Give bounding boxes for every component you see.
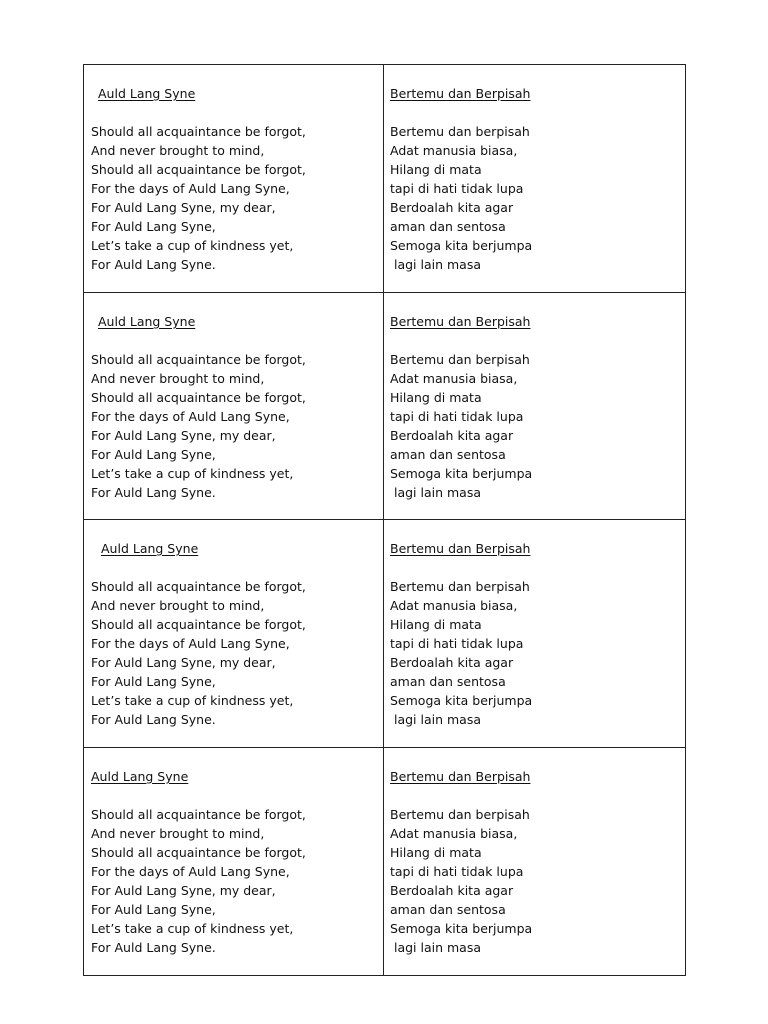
lyric-line: Berdoalah kita agar — [390, 200, 514, 215]
lyric-line: Let’s take a cup of kindness yet, — [91, 466, 294, 481]
lyric-line: Hilang di mata — [390, 845, 482, 860]
lyric-line: Bertemu dan berpisah — [390, 124, 530, 139]
lyric-line: Semoga kita berjumpa — [390, 921, 533, 936]
song-title-english: Auld Lang Syne — [91, 769, 189, 784]
lyric-line: Should all acquaintance be forgot, — [91, 845, 306, 860]
lyrics-malay — [390, 577, 681, 729]
lyric-line: For the days of Auld Lang Syne, — [91, 409, 290, 424]
lyrics-english — [91, 122, 379, 274]
lyric-line: Should all acquaintance be forgot, — [91, 617, 306, 632]
lyric-line: Semoga kita berjumpa — [390, 238, 533, 253]
lyric-line: Should all acquaintance be forgot, — [91, 807, 306, 822]
lyric-line: For the days of Auld Lang Syne, — [91, 181, 290, 196]
lyrics-malay — [390, 122, 681, 274]
song-title-malay: Bertemu dan Berpisah — [390, 541, 531, 556]
lyric-line: Should all acquaintance be forgot, — [91, 352, 306, 367]
lyrics-english — [91, 577, 379, 729]
lyrics-malay — [390, 805, 681, 957]
lyric-line: Hilang di mata — [390, 162, 482, 177]
lyric-line: Let’s take a cup of kindness yet, — [91, 921, 294, 936]
lyric-line: tapi di hati tidak lupa — [390, 864, 524, 879]
lyrics-malay — [390, 350, 681, 502]
lyric-line: Adat manusia biasa, — [390, 143, 518, 158]
lyric-line: Berdoalah kita agar — [390, 883, 514, 898]
lyric-line: lagi lain masa — [390, 940, 481, 955]
lyric-line: Let’s take a cup of kindness yet, — [91, 693, 294, 708]
card-2-english — [84, 293, 384, 520]
lyric-line: lagi lain masa — [390, 257, 481, 272]
lyric-line: Semoga kita berjumpa — [390, 693, 533, 708]
lyric-line: tapi di hati tidak lupa — [390, 636, 524, 651]
lyric-line: For Auld Lang Syne, my dear, — [91, 883, 276, 898]
lyric-line: And never brought to mind, — [91, 826, 265, 841]
lyric-line: Adat manusia biasa, — [390, 371, 518, 386]
lyric-line: For Auld Lang Syne, my dear, — [91, 428, 276, 443]
card-1-english — [84, 65, 384, 293]
lyrics-english — [91, 805, 379, 957]
lyric-line: For Auld Lang Syne. — [91, 940, 216, 955]
card-3-malay — [384, 520, 685, 748]
song-title-malay: Bertemu dan Berpisah — [390, 314, 531, 329]
lyric-line: Berdoalah kita agar — [390, 428, 514, 443]
lyric-line: For the days of Auld Lang Syne, — [91, 636, 290, 651]
lyrics-english — [91, 350, 379, 502]
lyric-line: Hilang di mata — [390, 390, 482, 405]
lyric-line: And never brought to mind, — [91, 143, 265, 158]
lyric-line: And never brought to mind, — [91, 371, 265, 386]
lyric-line: For the days of Auld Lang Syne, — [91, 864, 290, 879]
lyrics-card-table — [83, 64, 686, 976]
lyric-line: Should all acquaintance be forgot, — [91, 390, 306, 405]
lyric-line: Adat manusia biasa, — [390, 826, 518, 841]
card-2-malay — [384, 293, 685, 520]
lyric-line: lagi lain masa — [390, 485, 481, 500]
lyric-line: tapi di hati tidak lupa — [390, 409, 524, 424]
lyric-line: Hilang di mata — [390, 617, 482, 632]
lyric-line: For Auld Lang Syne. — [91, 485, 216, 500]
lyric-line: For Auld Lang Syne, — [91, 447, 216, 462]
lyric-line: For Auld Lang Syne. — [91, 712, 216, 727]
lyric-line: Should all acquaintance be forgot, — [91, 579, 306, 594]
lyric-line: For Auld Lang Syne, my dear, — [91, 655, 276, 670]
lyric-line: For Auld Lang Syne, — [91, 902, 216, 917]
lyric-line: aman dan sentosa — [390, 674, 506, 689]
lyric-line: For Auld Lang Syne, — [91, 674, 216, 689]
card-3-english — [84, 520, 384, 748]
lyric-line: And never brought to mind, — [91, 598, 265, 613]
lyric-line: Should all acquaintance be forgot, — [91, 124, 306, 139]
card-1-malay — [384, 65, 685, 293]
lyric-line: aman dan sentosa — [390, 219, 506, 234]
lyric-line: aman dan sentosa — [390, 447, 506, 462]
lyric-line: aman dan sentosa — [390, 902, 506, 917]
lyric-line: For Auld Lang Syne. — [91, 257, 216, 272]
lyric-line: Adat manusia biasa, — [390, 598, 518, 613]
lyric-line: Berdoalah kita agar — [390, 655, 514, 670]
lyric-line: lagi lain masa — [390, 712, 481, 727]
card-4-english — [84, 748, 384, 975]
lyric-line: Semoga kita berjumpa — [390, 466, 533, 481]
song-title-english: Auld Lang Syne — [98, 314, 196, 329]
song-title-english: Auld Lang Syne — [101, 541, 199, 556]
lyric-line: For Auld Lang Syne, my dear, — [91, 200, 276, 215]
lyric-line: Should all acquaintance be forgot, — [91, 162, 306, 177]
lyric-line: For Auld Lang Syne, — [91, 219, 216, 234]
song-title-english: Auld Lang Syne — [98, 86, 196, 101]
lyric-line: Bertemu dan berpisah — [390, 579, 530, 594]
lyric-line: Bertemu dan berpisah — [390, 352, 530, 367]
song-title-malay: Bertemu dan Berpisah — [390, 769, 531, 784]
lyric-line: tapi di hati tidak lupa — [390, 181, 524, 196]
lyric-line: Bertemu dan berpisah — [390, 807, 530, 822]
song-title-malay: Bertemu dan Berpisah — [390, 86, 531, 101]
card-4-malay — [384, 748, 685, 975]
lyric-line: Let’s take a cup of kindness yet, — [91, 238, 294, 253]
